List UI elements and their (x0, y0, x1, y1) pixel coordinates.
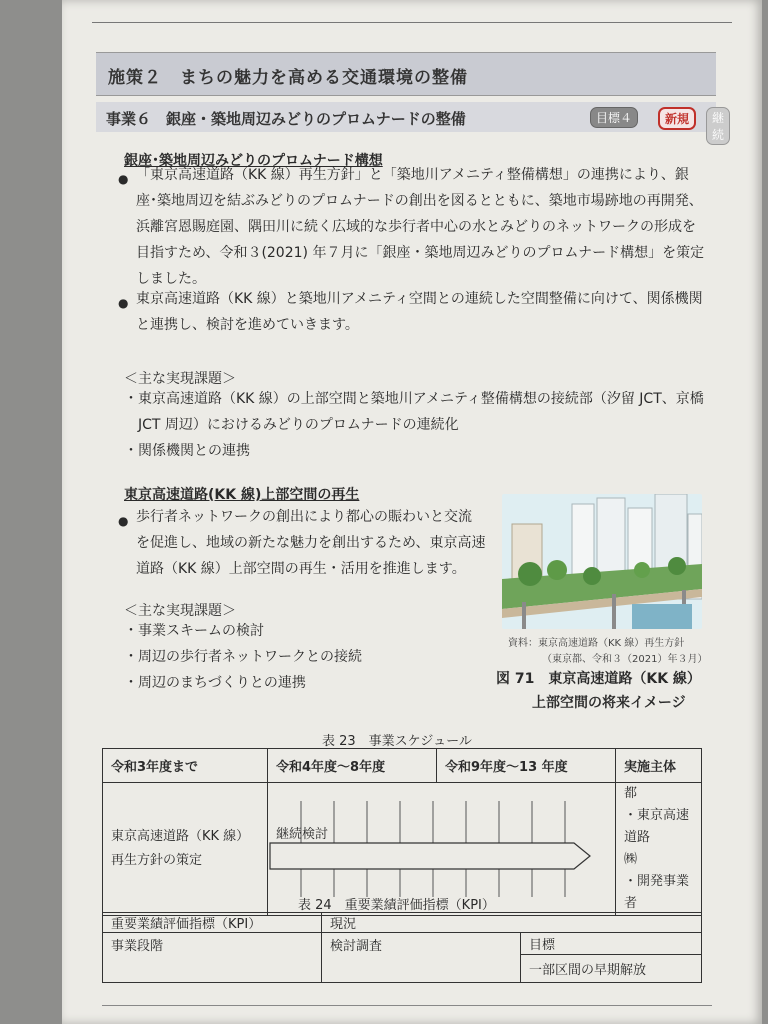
actor-line: ・東京高速道路 (624, 808, 690, 845)
document-page (62, 0, 762, 1024)
bottom-rule (102, 1005, 712, 1006)
row-label-line: 東京高速道路（KK 線） (111, 829, 250, 844)
row-label-cell (103, 783, 268, 916)
section1-tasks-heading: ＜主な実現課題＞ (124, 371, 236, 387)
section2-task-list (124, 618, 484, 696)
actor-line: 都 (624, 786, 638, 801)
row-label-line: 再生方針の策定 (111, 853, 203, 868)
section1-heading: 銀座･築地周辺みどりのプロムナード構想 (124, 153, 383, 169)
header-cell: 令和4年度～8年度 (268, 749, 437, 783)
task-item: ・周辺のまちづくりとの連携 (124, 675, 306, 691)
schedule-table (102, 748, 702, 916)
current-value-cell: 検討調査 (322, 933, 521, 983)
actor-line: ・開発事業者 (624, 874, 690, 911)
figure-source-line2: （東京都、令和３（2021）年３月） (542, 654, 708, 665)
illustration-drawing (502, 494, 702, 629)
text-line: 東京高速道路（KK 線）と築地川アメニティ空間との連続した空間整備に向けて、関係機関 (136, 291, 703, 307)
target-header-cell: 目標 (521, 933, 702, 955)
kpi-row-a (103, 933, 702, 955)
header-cell: 令和3年度まで (103, 749, 268, 783)
text-line: 「東京高速道路（KK 線）再生方針」と「築地川アメニティ整備構想」の連携により、銀 (136, 167, 689, 183)
elevated-park-illustration (502, 494, 702, 629)
timeline-arrow (270, 843, 590, 869)
section1-bullet2 (136, 286, 726, 338)
bullet-icon: ● (118, 296, 129, 310)
policy-title: 施策２ まちの魅力を高める交通環境の整備 (108, 68, 468, 88)
header-cell: 実施主体 (616, 749, 702, 783)
kpi-header-cell: 重要業績評価指標（KPI） (103, 913, 322, 933)
section2-tasks-heading: ＜主な実現課題＞ (124, 603, 236, 619)
actor-line: ㈱ (624, 852, 638, 867)
timeline-grid (268, 801, 598, 897)
section1-task-list (124, 386, 724, 464)
text-line: 道路（KK 線）上部空間の再生・活用を推進します。 (136, 561, 466, 577)
task-item: ・東京高速道路（KK 線）の上部空間と築地川アメニティ整備構想の接続部（汐留 JCT、京橋 (124, 391, 704, 407)
task-item: ・事業スキームの検討 (124, 623, 264, 639)
text-line: と連携し、検討を進めていきます。 (136, 317, 359, 333)
text-line: 座･築地周辺を結ぶみどりのプロムナードの創出を図るとともに、築地市場跡地の再開発、 (136, 193, 703, 209)
table24-title: 表 24 重要業績評価指標（KPI） (298, 898, 495, 913)
bullet-icon: ● (118, 172, 129, 186)
task-item: JCT 周辺）におけるみどりのプロムナードの連続化 (124, 417, 459, 433)
kpi-header-row (103, 913, 702, 933)
figure-title-line1: 図 71 東京高速道路（KK 線） (496, 671, 701, 687)
policy-header-bar (96, 52, 716, 96)
goal-badge: 目標４ (590, 107, 638, 128)
task-item: ・関係機関との連携 (124, 443, 250, 459)
target-value-cell: 一部区間の早期解放 (521, 955, 702, 983)
top-rule (92, 22, 732, 23)
text-line: を促進し、地域の新たな魅力を創出するため、東京高速 (136, 535, 486, 551)
project-title: 事業６ 銀座・築地周辺みどりのプロムナードの整備 (106, 110, 466, 128)
current-header-cell: 現況 (322, 913, 702, 933)
new-badge: 新規 (658, 107, 696, 130)
kpi-label-cell: 事業段階 (103, 933, 322, 983)
section2-bullet (136, 504, 496, 582)
section2-heading: 東京高速道路(KK 線)上部空間の再生 (124, 487, 360, 503)
bullet-icon: ● (118, 514, 129, 528)
text-line: 浜離宮恩賜庭園、隅田川に続く広域的な歩行者中心の水とみどりのネットワークの形成を (136, 219, 696, 235)
header-cell: 令和9年度～13 年度 (437, 749, 616, 783)
kpi-table (102, 912, 702, 983)
figure-source-line1: 資料：東京高速道路（KK 線）再生方針 (508, 638, 685, 649)
text-line: 歩行者ネットワークの創出により都心の賑わいと交流 (136, 509, 472, 525)
text-line: しました。 (136, 271, 206, 287)
section1-bullet1 (136, 162, 726, 292)
table23-title: 表 23 事業スケジュール (322, 734, 472, 749)
continue-badge: 継続 (706, 107, 730, 145)
actor-cell (616, 783, 702, 916)
text-line: 目指すため、令和３(2021) 年７月に「銀座・築地周辺みどりのプロムナード構想」を策定 (136, 245, 705, 261)
figure-title-line2: 上部空間の将来イメージ (532, 695, 686, 711)
project-header-bar (96, 102, 725, 142)
schedule-header-row (103, 749, 702, 783)
timeline-arrow-label: 継続検討 (276, 827, 329, 842)
task-item: ・周辺の歩行者ネットワークとの接続 (124, 649, 362, 665)
